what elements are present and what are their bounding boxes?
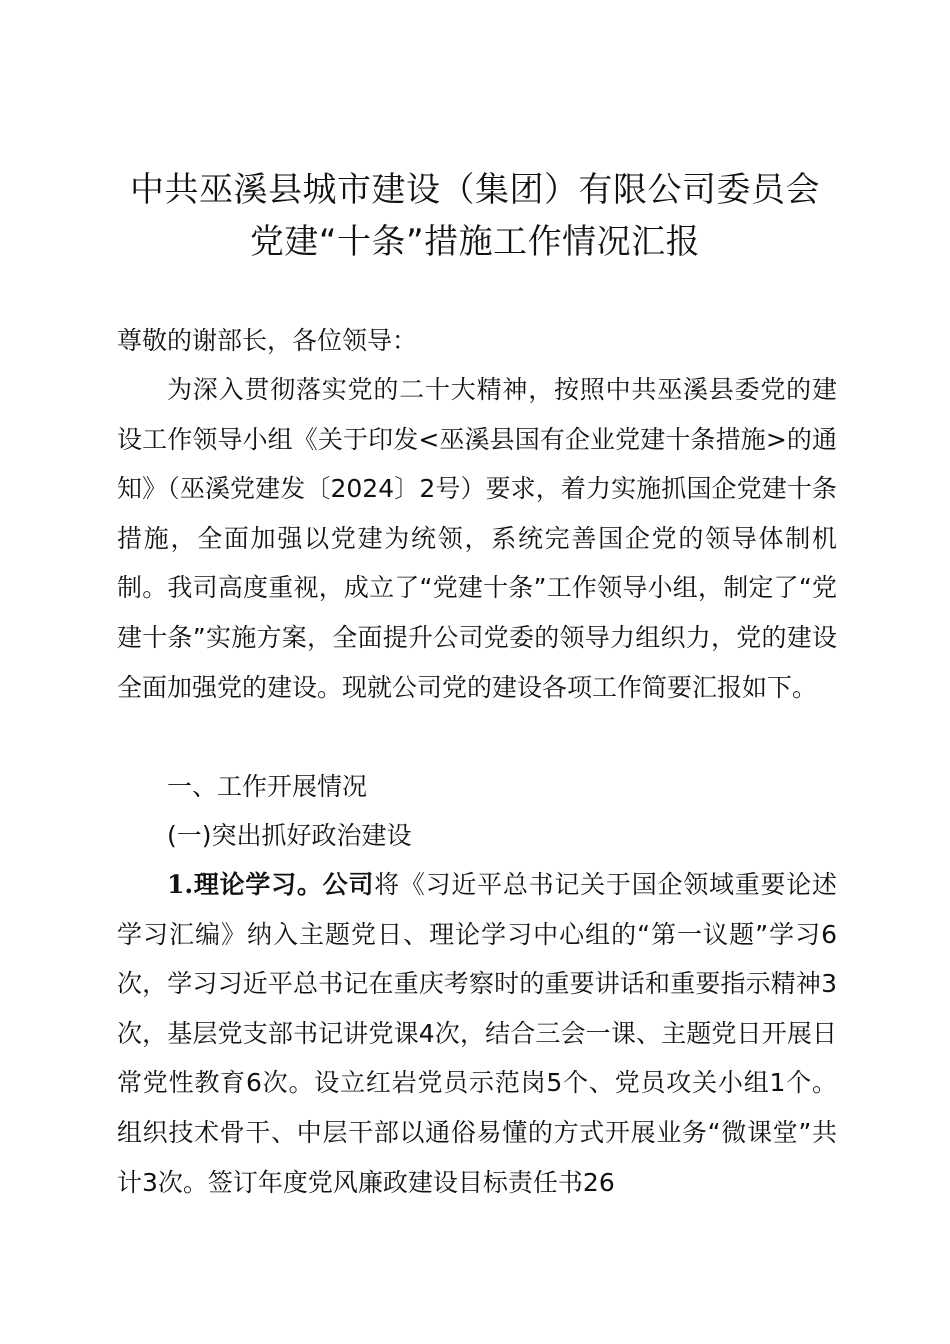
salutation: 尊敬的谢部长，各位领导：	[117, 326, 418, 355]
section-heading: 一、工作开展情况	[167, 772, 368, 801]
intro-paragraph: 为深入贯彻落实党的二十大精神，按照中共巫溪县委党的建设工作领导小组《关于印发<巫溪县国有企业党建十条措施>的通知》（巫溪党建发〔2024〕2号）要求，着力实施抓国企党建十条措施，全面加强以党建为统领，系统完善国企党的领导体制机制。我司高度重视，成立了“党建十条”工作领导小组，制定了“党建十条”实施方案，全面提升公司党委的领导力组织力，党的建设全面加强党的建设。现就公司党的建设各项工作简要汇报如下。	[117, 375, 837, 702]
item-paragraph	[117, 860, 837, 1207]
item-lead: 1.理论学习。公司	[167, 870, 375, 899]
document-title-line1: 中共巫溪县城市建设（集团）有限公司委员会	[130, 170, 820, 210]
item-text: 将《习近平总书记关于国企领域重要论述学习汇编》纳入主题党日、理论学习中心组的“第一议题”学习6次，学习习近平总书记在重庆考察时的重要讲话和重要指示精神3次，基层党支部书记讲党课4次，结合三会一课、主题党日开展日常党性教育6次。设立红岩党员示范岗5个、党员攻关小组1个。组织技术骨干、中层干部以通俗易懂的方式开展业务“微课堂”共计3次。签订年度党风廉政建设目标责任书26	[117, 870, 837, 1197]
subsection-heading: (一)突出抓好政治建设	[167, 821, 412, 850]
document-title-line2: 党建“十条”措施工作情况汇报	[249, 222, 701, 262]
